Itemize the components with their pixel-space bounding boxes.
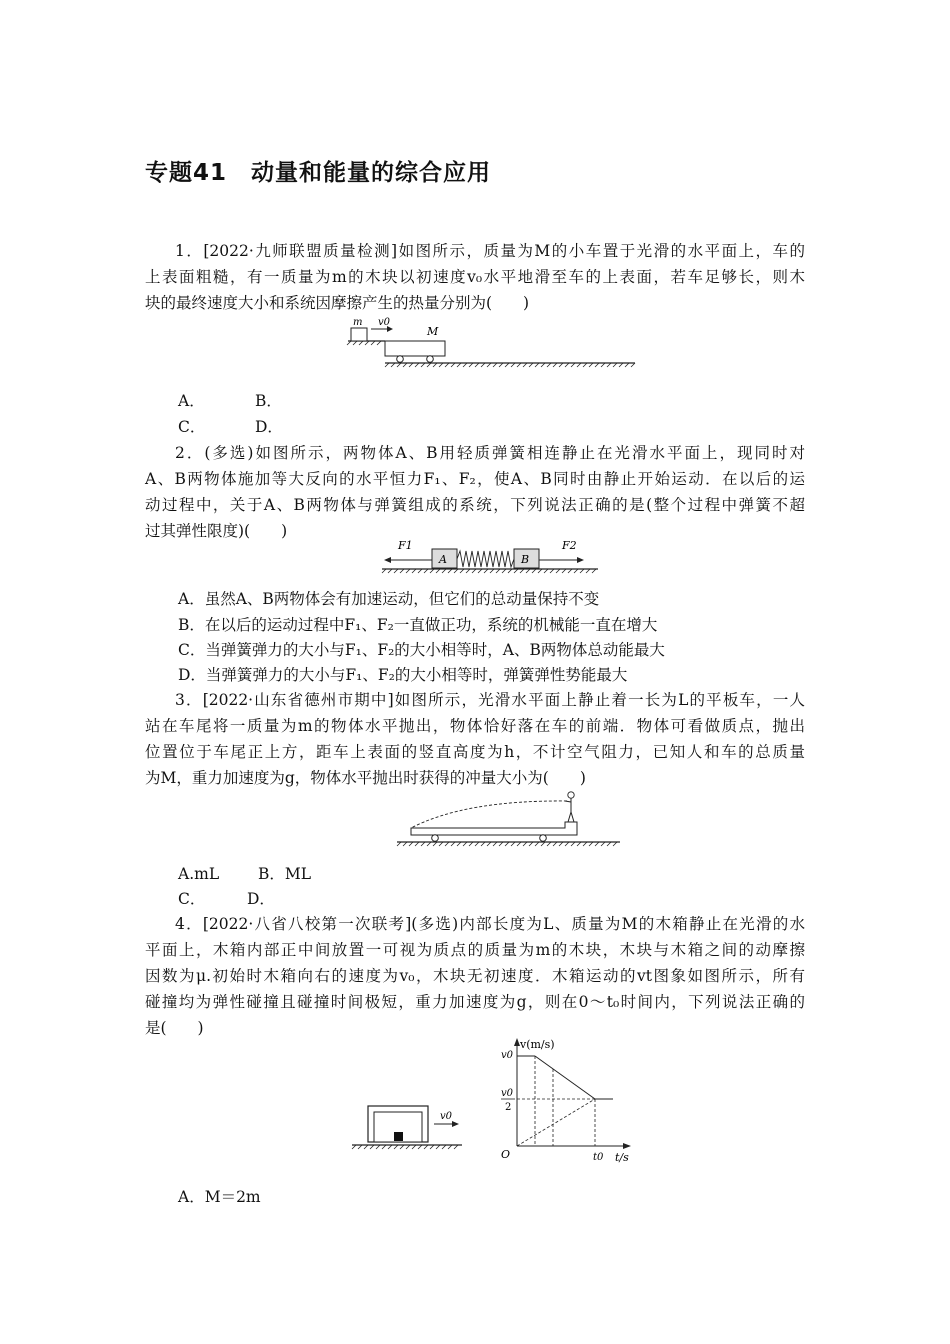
q4-line-4: 碰撞均为弹性碰撞且碰撞时间极短，重力加速度为g，则在0～t₀时间内，下列说法正确的	[145, 993, 805, 1011]
page-title: 专题41 动量和能量的综合应用	[145, 160, 492, 186]
q4-label-v0: v0	[440, 1111, 453, 1122]
q3-option-b: B．ML	[258, 865, 312, 883]
q1-line-2: 上表面粗糙，有一质量为m的木块以初速度v₀水平地滑至车的上表面，若车足够长，则木	[145, 268, 805, 286]
q4-origin-label: O	[501, 1148, 511, 1161]
q1-cart-figure	[345, 315, 645, 370]
q3-line-3: 位置位于车尾正上方，距车上表面的竖直高度为h，不计空气阻力，已知人和车的总质量	[145, 743, 805, 761]
q2-label-f2: F2	[562, 539, 577, 552]
q4-v0-tick-label: v0	[501, 1050, 514, 1061]
q1-block-m	[351, 328, 367, 341]
q4-half-numerator: v0	[501, 1088, 514, 1099]
q4-vt-graph	[495, 1036, 645, 1166]
q3-person	[565, 798, 574, 822]
q2-label-b: B	[521, 553, 530, 566]
q1-option-d: D．	[255, 418, 283, 436]
q2-label-a: A	[439, 553, 447, 566]
q4-line-3: 因数为μ.初始时木箱向右的速度为v₀，木块无初速度．木箱运动的vt图象如图所示，所有	[145, 967, 805, 985]
q4-half-denominator: 2	[505, 1102, 512, 1113]
q3-cart-figure	[395, 790, 635, 852]
q2-label-f1: F1	[398, 539, 413, 552]
q1-cart-M	[385, 341, 445, 356]
q1-line-1: 1．[2022·九师联盟质量检测]如图所示，质量为M的小车置于光滑的水平面上，车的	[175, 242, 805, 260]
q2-spring-figure	[380, 537, 605, 577]
q1-option-c: C．	[178, 418, 206, 436]
q4-option-a: A．M＝2m	[178, 1188, 261, 1206]
q4-y-axis-label: v(m/s)	[520, 1038, 555, 1051]
q2-line-4: 过其弹性限度)( )	[145, 522, 288, 540]
q3-line-1: 3．[2022·山东省德州市期中]如图所示，光滑水平面上静止着一长为L的平板车，一人	[175, 691, 805, 709]
q1-option-b: B．	[255, 392, 282, 410]
q2-line-3: 动过程中，关于A、B两物体与弹簧组成的系统，下列说法正确的是(整个过程中弹簧不超	[145, 496, 805, 514]
q1-line-3: 块的最终速度大小和系统因摩擦产生的热量分别为( )	[145, 294, 530, 312]
q4-box-figure	[350, 1100, 470, 1155]
q3-line-4: 为M，重力加速度为g，物体水平抛出时获得的冲量大小为( )	[145, 769, 586, 787]
q3-option-c: C．	[178, 890, 206, 908]
q1-label-M: M	[427, 325, 439, 338]
q2-line-1: 2．(多选)如图所示，两物体A、B用轻质弹簧相连静止在光滑水平面上，现同时对	[175, 444, 805, 462]
q2-spring	[457, 551, 514, 567]
q1-label-m: m	[353, 317, 363, 328]
q4-line-1: 4．[2022·八省八校第一次联考](多选)内部长度为L、质量为M的木箱静止在光滑的水	[175, 915, 805, 933]
q3-option-d: D．	[247, 890, 275, 908]
q2-option-d: D．当弹簧弹力的大小与F₁、F₂的大小相等时，弹簧弹性势能最大	[178, 666, 628, 684]
q3-option-a: A.mL	[178, 865, 220, 883]
q1-label-v0: v0	[378, 317, 391, 328]
q3-line-2: 站在车尾将一质量为m的物体水平抛出，物体恰好落在车的前端．物体可看做质点，抛出	[145, 717, 805, 735]
q3-person-head	[568, 792, 574, 798]
q4-line-5: 是( )	[145, 1019, 204, 1037]
q2-line-2: A、B两物体施加等大反向的水平恒力F₁、F₂，使A、B同时由静止开始运动．在以后的运	[145, 470, 805, 488]
q4-x-axis-label: t/s	[615, 1151, 629, 1164]
q4-line-2: 平面上，木箱内部正中间放置一可视为质点的质量为m的木块，木块与木箱之间的动摩擦	[145, 941, 805, 959]
q3-trajectory	[411, 801, 567, 828]
q3-flat-car	[411, 822, 577, 835]
q4-t0-label: t0	[593, 1152, 604, 1163]
q2-option-b: B．在以后的运动过程中F₁、F₂一直做正功，系统的机械能一直在增大	[178, 616, 658, 634]
q1-option-a: A．	[178, 392, 205, 410]
q2-option-a: A．虽然A、B两物体会有加速运动，但它们的总动量保持不变	[178, 590, 600, 608]
q2-option-c: C．当弹簧弹力的大小与F₁、F₂的大小相等时，A、B两物体总动能最大	[178, 641, 665, 659]
q4-block	[394, 1132, 403, 1141]
